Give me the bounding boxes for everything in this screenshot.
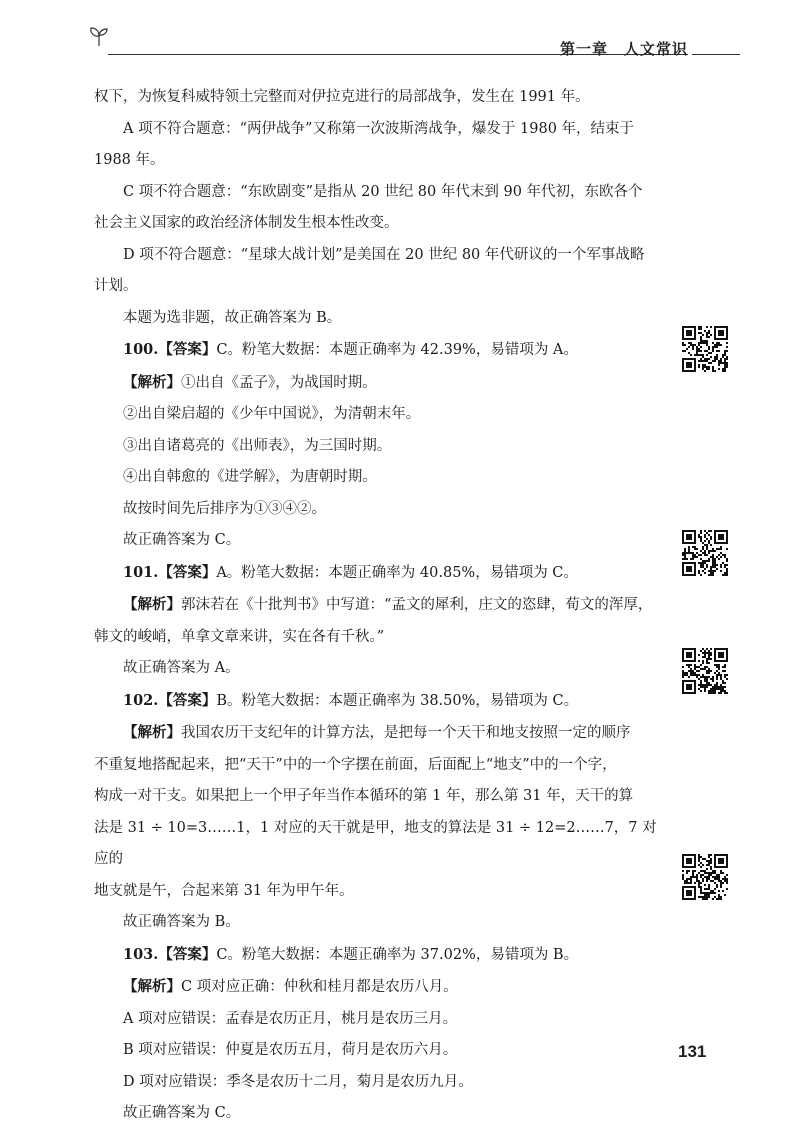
answer-tag: 【答案】	[158, 341, 217, 358]
analysis-line-103	[94, 971, 666, 1004]
text-line: 社会主义国家的政治经济体制发生根本性改变。	[94, 215, 399, 231]
text-line: A 项对应错误：孟春是农历正月，桃月是农历三月。	[123, 1010, 458, 1027]
answer-line-100	[94, 334, 666, 367]
analysis-tag: 【解析】	[123, 596, 181, 613]
leaf-icon	[88, 26, 110, 48]
qr-code-icon[interactable]	[682, 648, 728, 694]
question-number: 100.	[123, 341, 159, 358]
answer-text: C。粉笔大数据：本题正确率为 37.02%，易错项为 B。	[216, 946, 579, 963]
question-number: 103.	[123, 945, 159, 963]
qr-code-icon[interactable]	[682, 530, 728, 576]
text-line: D 项不符合题意：“星球大战计划”是美国在 20 世纪 80 年代研议的一个军事战略	[123, 246, 645, 263]
chapter-label: 第一章	[559, 40, 608, 58]
text-line: A 项不符合题意：“两伊战争”又称第一次波斯湾战争，爆发于 1980 年，结束于	[123, 120, 635, 137]
analysis-text: ①出自《孟子》，为战国时期。	[181, 374, 377, 391]
answer-text: A。粉笔大数据：本题正确率为 40.85%，易错项为 C。	[216, 564, 578, 581]
answer-line-102	[94, 685, 666, 718]
text-line: 权下，为恢复科威特领土完整而对伊拉克进行的局部战争，发生在 1991 年。	[94, 89, 590, 105]
analysis-line-100	[94, 367, 666, 400]
text-line: C 项不符合题意：“东欧剧变”是指从 20 世纪 80 年代末到 90 年代初，东欧各个	[123, 183, 643, 200]
header-rule-right	[692, 54, 740, 55]
text-line: 计划。	[94, 278, 138, 294]
answer-line-103	[94, 939, 666, 972]
text-line: 1988 年。	[94, 152, 165, 168]
analysis-line-102	[94, 717, 666, 750]
text-line: 本题为选非题，故正确答案为 B。	[123, 309, 342, 326]
answer-tag: 【答案】	[158, 691, 217, 709]
analysis-line-101	[94, 589, 666, 622]
analysis-text: C 项对应正确：仲秋和桂月都是农历八月。	[181, 979, 458, 995]
text-line: 不重复地搭配起来，把“天干”中的一个字摆在前面，后面配上“地支”中的一个字，	[94, 756, 617, 773]
answer-text: C。粉笔大数据：本题正确率为 42.39%，易错项为 A。	[216, 342, 578, 358]
answer-tag: 【答案】	[158, 945, 217, 963]
text-line: ②出自梁启超的《少年中国说》，为清朝末年。	[123, 406, 421, 422]
answer-tag: 【答案】	[158, 563, 217, 581]
text-line: 故正确答案为 C。	[123, 532, 241, 548]
page-number: 131	[678, 1042, 707, 1061]
running-head	[560, 38, 688, 59]
answer-line-101	[94, 557, 666, 590]
text-line: 故正确答案为 B。	[123, 914, 240, 930]
page-header	[88, 24, 740, 64]
text-line: ③出自诸葛亮的《出师表》，为三国时期。	[123, 437, 392, 454]
analysis-tag: 【解析】	[123, 724, 181, 741]
page-body	[94, 82, 666, 1130]
section-label: 人文常识	[623, 40, 688, 58]
text-line: 法是 31 ÷ 10=3……1，1 对应的天干就是甲，地支的算法是 31 ÷ 12=2……7，7 对应的	[94, 819, 657, 867]
analysis-tag: 【解析】	[123, 373, 181, 391]
question-number: 101.	[123, 563, 159, 581]
qr-code-icon[interactable]	[682, 854, 728, 900]
analysis-text: 我国农历干支纪年的计算方法，是把每一个天干和地支按照一定的顺序	[181, 725, 631, 741]
analysis-tag: 【解析】	[123, 978, 181, 995]
text-line: 韩文的峻峭，单拿文章来讲，实在各有千秋。”	[94, 628, 385, 645]
text-line: ④出自韩愈的《进学解》，为唐朝时期。	[123, 469, 377, 485]
text-line: 故正确答案为 C。	[123, 1105, 241, 1121]
question-number: 102.	[123, 691, 159, 709]
text-line: 构成一对干支。如果把上一个甲子年当作本循环的第 1 年，那么第 31 年，天干的算	[94, 788, 634, 804]
text-line: B 项对应错误：仲夏是农历五月，荷月是农历六月。	[123, 1042, 458, 1058]
text-line: 地支就是午，合起来第 31 年为甲午年。	[94, 882, 354, 899]
answer-text: B。粉笔大数据：本题正确率为 38.50%，易错项为 C。	[216, 692, 579, 709]
text-line: 故正确答案为 A。	[123, 660, 240, 676]
text-line: D 项对应错误：季冬是农历十二月，菊月是农历九月。	[123, 1073, 473, 1090]
text-line: 故按时间先后排序为①③④②。	[123, 500, 326, 517]
analysis-text: 郭沫若在《十批判书》中写道：“孟文的犀利，庄文的恣肆，荀文的浑厚，	[181, 597, 653, 613]
qr-code-icon[interactable]	[682, 326, 728, 372]
